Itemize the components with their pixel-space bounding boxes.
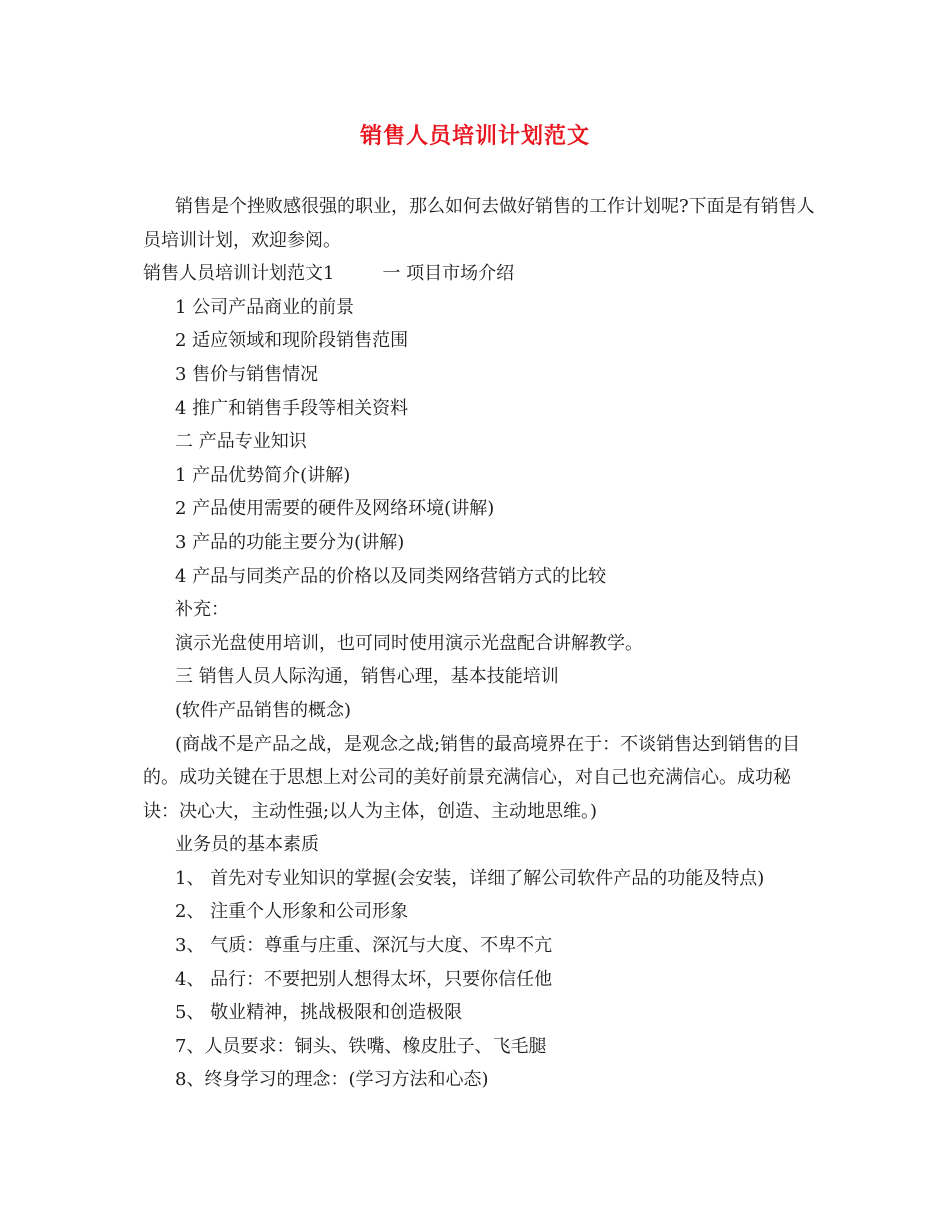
plan-heading-title: 销售人员培训计划范文1 (143, 263, 335, 285)
section3-heading: 三 销售人员人际沟通，销售心理，基本技能培训 (175, 666, 559, 688)
document-body (143, 190, 815, 1097)
section3-subheading: (软件产品销售的概念) (175, 699, 352, 721)
list-item: 2、 注重个人形象和公司形象 (175, 901, 409, 923)
plan-heading (143, 257, 815, 291)
section1-heading: 一 项目市场介绍 (382, 263, 515, 285)
list-item: 1 产品优势简介(讲解) (175, 464, 351, 486)
list-item: 4 推广和销售手段等相关资料 (175, 397, 409, 419)
list-item: 3 产品的功能主要分为(讲解) (175, 531, 405, 553)
list-item: 4 产品与同类产品的价格以及同类网络营销方式的比较 (175, 565, 607, 587)
list-item: 3 售价与销售情况 (175, 363, 319, 385)
qualities-heading: 业务员的基本素质 (175, 834, 319, 856)
supplement-label: 补充： (175, 599, 229, 621)
list-item: 5、 敬业精神，挑战极限和创造极限 (175, 1002, 463, 1024)
section3-paragraph: (商战不是产品之战，是观念之战;销售的最高境界在于：不谈销售达到销售的目的。成功关键在于思想上对公司的美好前景充满信心，对自己也充满信心。成功秘诀：决心大，主动性强;以人为主体，创造、主动地思维。) (143, 733, 801, 822)
document-title: 销售人员培训计划范文 (359, 123, 590, 149)
list-item: 2 产品使用需要的硬件及网络环境(讲解) (175, 498, 495, 520)
intro-paragraph: 销售是个挫败感很强的职业，那么如何去做好销售的工作计划呢?下面是有销售人员培训计划，欢迎参阅。 (143, 196, 815, 251)
list-item: 8、终身学习的理念：(学习方法和心态) (175, 1069, 489, 1091)
list-item: 1、 首先对专业知识的掌握(会安装，详细了解公司软件产品的功能及特点) (175, 867, 765, 889)
supplement-text: 演示光盘使用培训，也可同时使用演示光盘配合讲解教学。 (175, 632, 643, 654)
list-item: 4、 品行：不要把别人想得太坏，只要你信任他 (175, 968, 553, 990)
list-item: 2 适应领域和现阶段销售范围 (175, 330, 409, 352)
list-item: 1 公司产品商业的前景 (175, 296, 355, 318)
section2-heading: 二 产品专业知识 (175, 431, 307, 453)
list-item: 3、 气质：尊重与庄重、深沉与大度、不卑不亢 (175, 935, 553, 957)
list-item: 7、人员要求：铜头、铁嘴、橡皮肚子、飞毛腿 (175, 1035, 547, 1057)
